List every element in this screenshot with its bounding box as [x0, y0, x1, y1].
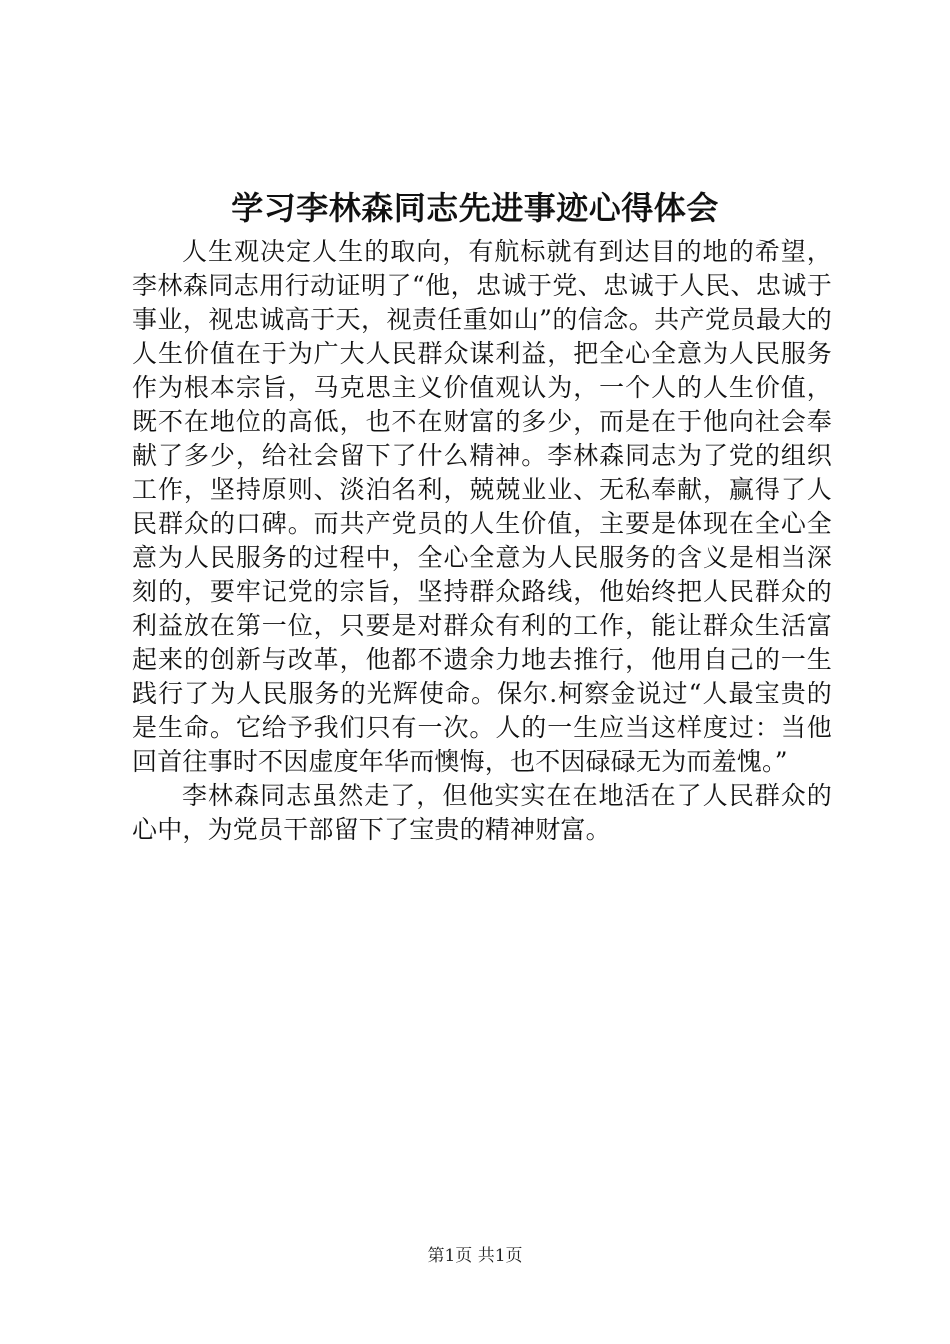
document-body	[132, 235, 832, 847]
document-title: 学习李林森同志先进事迹心得体会	[231, 189, 719, 227]
page-footer: 第1页 共1页	[427, 1246, 523, 1266]
body-paragraph-1: 人生观决定人生的取向，有航标就有到达目的地的希望，李林森同志用行动证明了“他，忠诚于党、忠诚于人民、忠诚于事业，视忠诚高于天，视责任重如山”的信念。共产党员最大的人生价值在于为广大人民群众谋利益，把全心全意为人民服务作为根本宗旨，马克思主义价值观认为，一个人的人生价值，既不在地位的高低，也不在财富的多少，而是在于他向社会奉献了多少，给社会留下了什么精神。李林森同志为了党的组织工作，坚持原则、淡泊名利，兢兢业业、无私奉献，赢得了人民群众的口碑。而共产党员的人生价值，主要是体现在全心全意为人民服务的过程中，全心全意为人民服务的含义是相当深刻的，要牢记党的宗旨，坚持群众路线，他始终把人民群众的利益放在第一位，只要是对群众有利的工作，能让群众生活富起来的创新与改革，他都不遗余力地去推行，他用自己的一生践行了为人民服务的光辉使命。保尔.柯察金说过“人最宝贵的是生命。它给予我们只有一次。人的一生应当这样度过：当他回首往事时不因虚度年华而懊悔，也不因碌碌无为而羞愧。”	[132, 237, 832, 776]
body-paragraph-2: 李林森同志虽然走了，但他实实在在地活在了人民群众的心中，为党员干部留下了宝贵的精神财富。	[132, 781, 832, 844]
